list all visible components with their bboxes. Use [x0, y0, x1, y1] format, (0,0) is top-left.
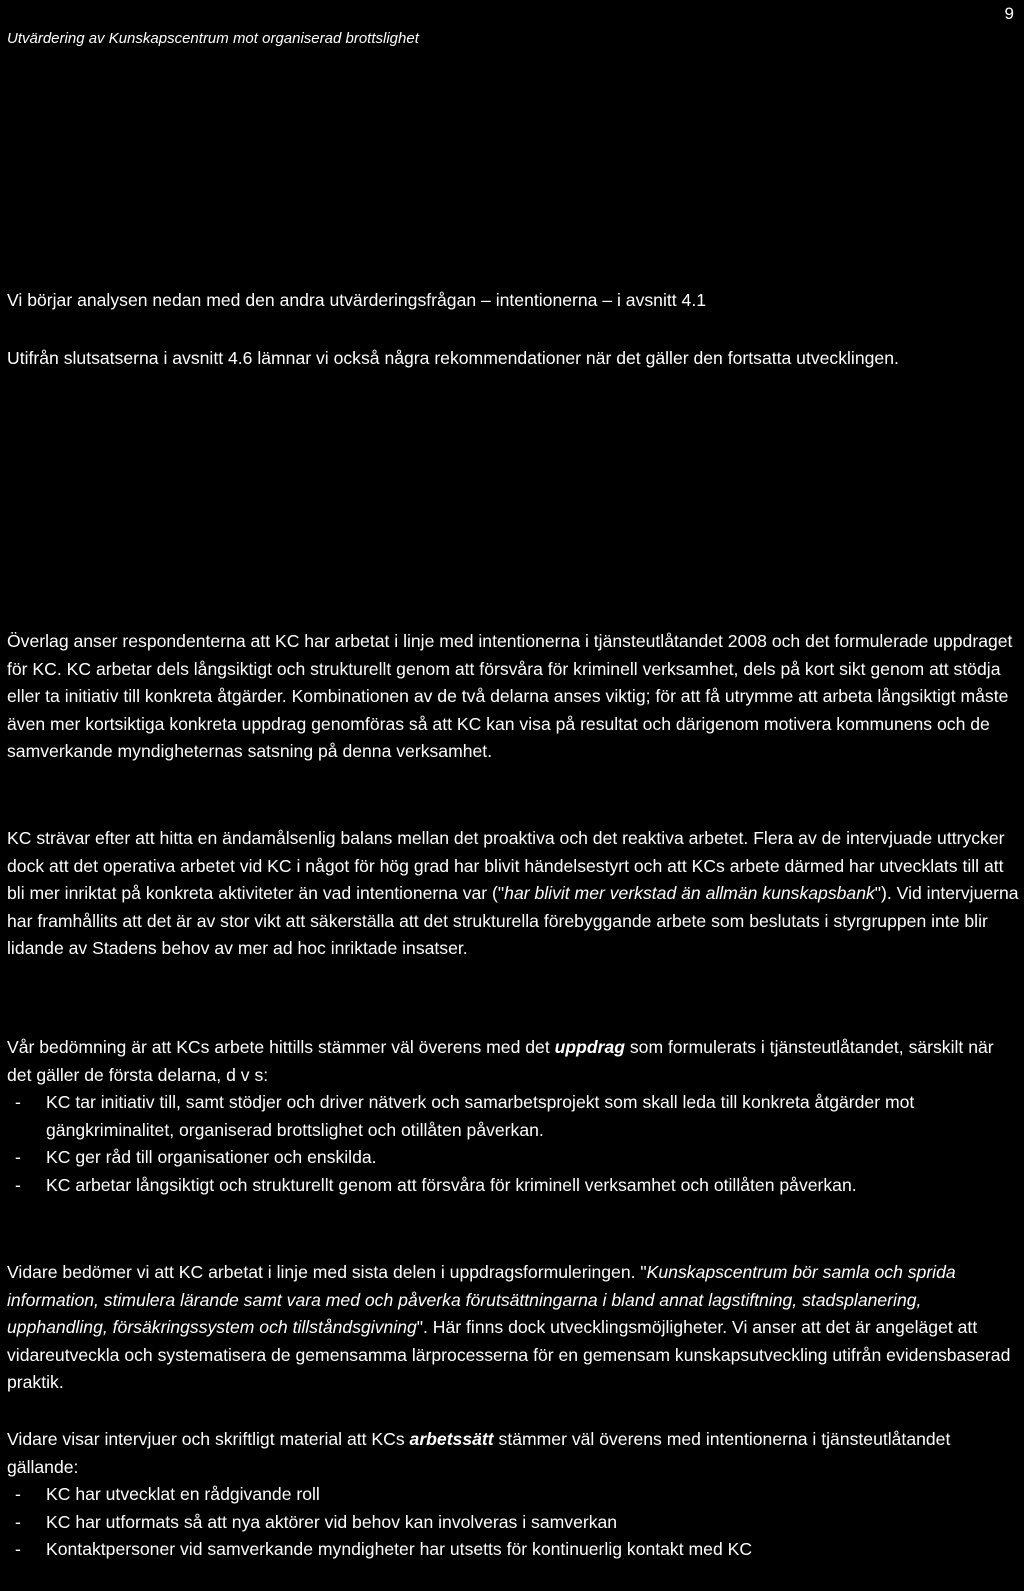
- assignment-quote: Kunskapscentrum bör samla och sprida information, stimulera lärande samt vara med och påverka förutsättningarna i bland annat lagstiftning, stadsplanering, upphandling, försäkringssystem och tillståndsgivning: [7, 1262, 956, 1338]
- emphasis-uppdrag: uppdrag: [554, 1037, 625, 1057]
- paragraph-intro: Vi börjar analysen nedan med den andra utvärderingsfrågan – intentionerna – i avsnitt 4.1: [7, 290, 706, 310]
- paragraph-balance: [7, 825, 1021, 963]
- emphasis-arbetssatt: arbetssätt: [409, 1429, 494, 1449]
- list-dash: -: [15, 1539, 21, 1560]
- list-item-text: KC arbetar långsiktigt och strukturellt genom att försvåra för kriminell verksamhet och otillåten påverkan.: [46, 1174, 857, 1195]
- assignment-list: [7, 1089, 1021, 1199]
- paragraph-recommendations: Utifrån slutsatserna i avsnitt 4.6 lämnar vi också några rekommendationer när det gäller den fortsatta utvecklingen.: [7, 348, 899, 368]
- paragraph-final-part-text-a: Vidare bedömer vi att KC arbetat i linje med sista delen i uppdragsformuleringen. ": [7, 1262, 647, 1282]
- list-item-text: KC tar initiativ till, samt stödjer och driver nätverk och samarbetsprojekt som skall leda till konkreta åtgärder mot gängkriminalitet, organiserad brottslighet och otillåten påverkan.: [46, 1092, 915, 1140]
- paragraph-final-part-text-c: ". Här finns dock utvecklingsmöjligheter. Vi anser att det är angeläget att vidareutveckla och systematisera de gemensamma lärprocesserna för en gemensam kunskapsutveckling utifrån evidensbaserad praktik.: [7, 1317, 1011, 1393]
- paragraph-working-method-text-c: stämmer väl överens med intentionerna i tjänsteutlåtandet gällande:: [7, 1429, 951, 1477]
- page-number: 9: [1004, 4, 1014, 23]
- list-item-text: KC har utformats så att nya aktörer vid behov kan involveras i samverkan: [46, 1511, 618, 1532]
- list-item: [7, 1172, 1021, 1200]
- list-dash: -: [15, 1511, 21, 1532]
- interview-quote: har blivit mer verkstad än allmän kunskapsbank: [504, 883, 875, 904]
- paragraph-overview: Överlag anser respondenterna att KC har arbetat i linje med intentionerna i tjänsteutlåtandet 2008 och det formulerade uppdraget för KC. KC arbetar dels långsiktigt och strukturellt genom att försvåra för kriminell verksamhet, dels på kort sikt genom att stödja eller ta initiativ till konkreta åtgärder. Kombinationen av de två delarna anses viktig; för att få utrymme att arbeta långsiktigt måste även mer kortsiktiga konkreta uppdrag genomföras så att KC kan visa på resultat och därigenom motivera kommunens och de samverkande myndigheternas satsning på denna verksamhet.: [7, 631, 1013, 762]
- paragraph-assignment-text-a: Vår bedömning är att KCs arbete hittills stämmer väl överens med det: [7, 1037, 555, 1057]
- list-dash: -: [15, 1484, 21, 1504]
- list-item-text: Kontaktpersoner vid samverkande myndigheter har utsetts för kontinuerlig kontakt med KC: [46, 1539, 753, 1560]
- paragraph-final-part: [7, 1259, 1021, 1397]
- paragraph-balance-text-c: "). Vid intervjuerna har framhållits att det är av stor vikt att säkerställa att det strukturella förebyggande arbete som beslutats i styrgruppen inte blir lidande av Stadens behov av mer ad hoc inriktade insatser.: [7, 883, 1019, 959]
- list-item-text: KC har utvecklat en rådgivande roll: [46, 1484, 320, 1504]
- paragraph-assignment: [7, 1034, 1021, 1089]
- list-item: [7, 1144, 1021, 1172]
- paragraph-working-method: [7, 1426, 1021, 1481]
- paragraph-assignment-text-c: som formulerats i tjänsteutlåtandet, särskilt när det gäller de första delarna, d v s:: [7, 1037, 994, 1085]
- list-dash: -: [15, 1092, 21, 1112]
- list-dash: -: [15, 1174, 21, 1195]
- paragraph-working-method-text-a: Vidare visar intervjuer och skriftligt material att KCs: [7, 1429, 410, 1449]
- working-method-list: [7, 1481, 1021, 1564]
- list-item: [7, 1481, 1021, 1509]
- running-header: Utvärdering av Kunskapscentrum mot organiserad brottslighet: [7, 30, 419, 47]
- list-item: [7, 1089, 1021, 1144]
- list-dash: -: [15, 1147, 21, 1168]
- list-item: [7, 1509, 1021, 1537]
- list-item-text: KC ger råd till organisationer och enskilda.: [46, 1147, 377, 1168]
- list-item: [7, 1536, 1021, 1564]
- paragraph-balance-text-a: KC strävar efter att hitta en ändamålsenlig balans mellan det proaktiva och det reaktiva arbetet. Flera av de intervjuade uttrycker dock att det operativa arbetet vid KC i något för hög grad har blivit händelsestyrt och att KCs arbete därmed har utvecklats till att bli mer inriktat på konkreta aktiviteter än vad intentionerna var (": [7, 828, 1005, 904]
